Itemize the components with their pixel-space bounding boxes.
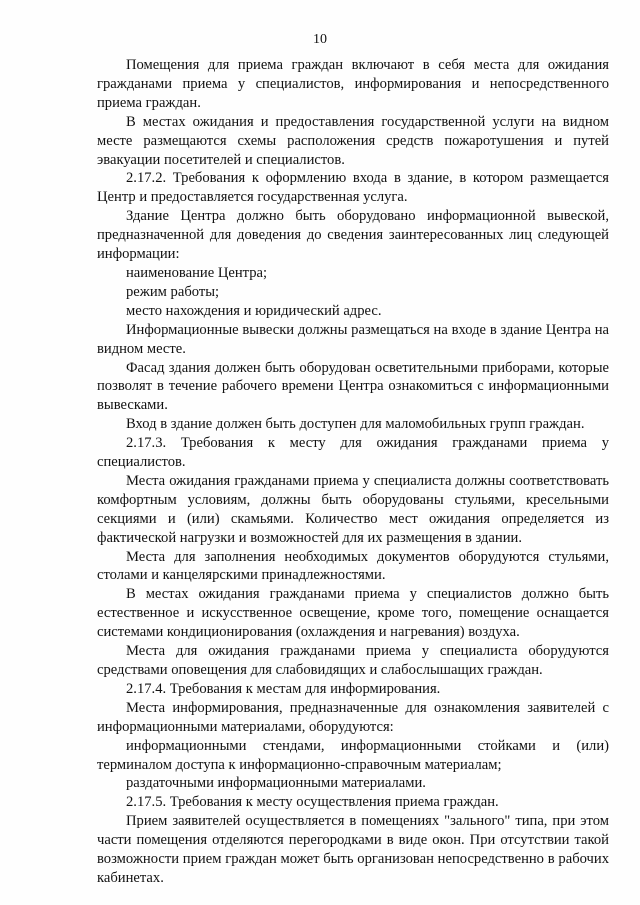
page-number: 10 (313, 32, 327, 47)
section-heading: 2.17.4. Требования к местам для информирования. (126, 680, 441, 697)
paragraph: В местах ожидания гражданами приема у специалистов должно быть естественное и искусственное освещение, кроме того, помещение оснащается системами кондиционирования (охлаждения и нагревания) воздуха. (97, 586, 609, 641)
paragraph: Места для ожидания гражданами приема у специалиста оборудуются средствами оповещения для слабовидящих и слабослышащих граждан. (97, 643, 609, 678)
section-heading: 2.17.5. Требования к месту осуществления приема граждан. (126, 794, 499, 811)
paragraph: В местах ожидания и предоставления государственной услуги на видном месте размещаются схемы расположения средств пожаротушения и путей эвакуации посетителей и специалистов. (97, 113, 609, 168)
paragraph: Прием заявителей осуществляется в помещениях "зального" типа, при этом части помещения отделяются перегородками в виде окон. При отсутствии такой возможности прием граждан может быть организован непосредственно в рабочих кабинетах. (97, 813, 609, 886)
list-item: информационными стендами, информационными стойками и (или) терминалом доступа к информационно-справочным материалам; (97, 737, 609, 773)
document-body (97, 56, 609, 888)
paragraph: Здание Центра должно быть оборудовано информационной вывеской, предназначенной для доведения до сведения заинтересованных лиц следующей информации: (97, 208, 609, 263)
paragraph: Информационные вывески должны размещаться на входе в здание Центра на видном месте. (97, 321, 609, 357)
list-item: режим работы; (126, 283, 220, 300)
paragraph: Фасад здания должен быть оборудован осветительными приборами, которые позволят в течение рабочего времени Центра ознакомиться с информационными вывесками. (97, 359, 609, 414)
list-item: наименование Центра; (126, 264, 268, 281)
paragraph: Вход в здание должен быть доступен для маломобильных групп граждан. (126, 416, 585, 433)
section-heading: 2.17.3. Требования к месту для ожидания гражданами приема у специалистов. (97, 435, 609, 471)
section-heading: 2.17.2. Требования к оформлению входа в здание, в котором размещается Центр и предоставляется государственная услуга. (97, 170, 609, 206)
paragraph: Помещения для приема граждан включают в себя места для ожидания гражданами приема у специалистов, информирования и непосредственного приема граждан. (97, 57, 609, 111)
paragraph: Места информирования, предназначенные для ознакомления заявителей с информационными материалами, оборудуются: (97, 699, 609, 735)
paragraph: Места для заполнения необходимых документов оборудуются стульями, столами и канцелярскими принадлежностями. (97, 548, 609, 584)
list-item: раздаточными информационными материалами. (126, 775, 426, 792)
paragraph: Места ожидания гражданами приема у специалиста должны соответствовать комфортным условиям, должны быть оборудованы стульями, кресельными секциями и (или) скамьями. Количество мест ожидания определяется из фактической нагрузки и возможностей для их размещения в здании. (97, 472, 609, 546)
list-item: место нахождения и юридический адрес. (126, 302, 382, 319)
